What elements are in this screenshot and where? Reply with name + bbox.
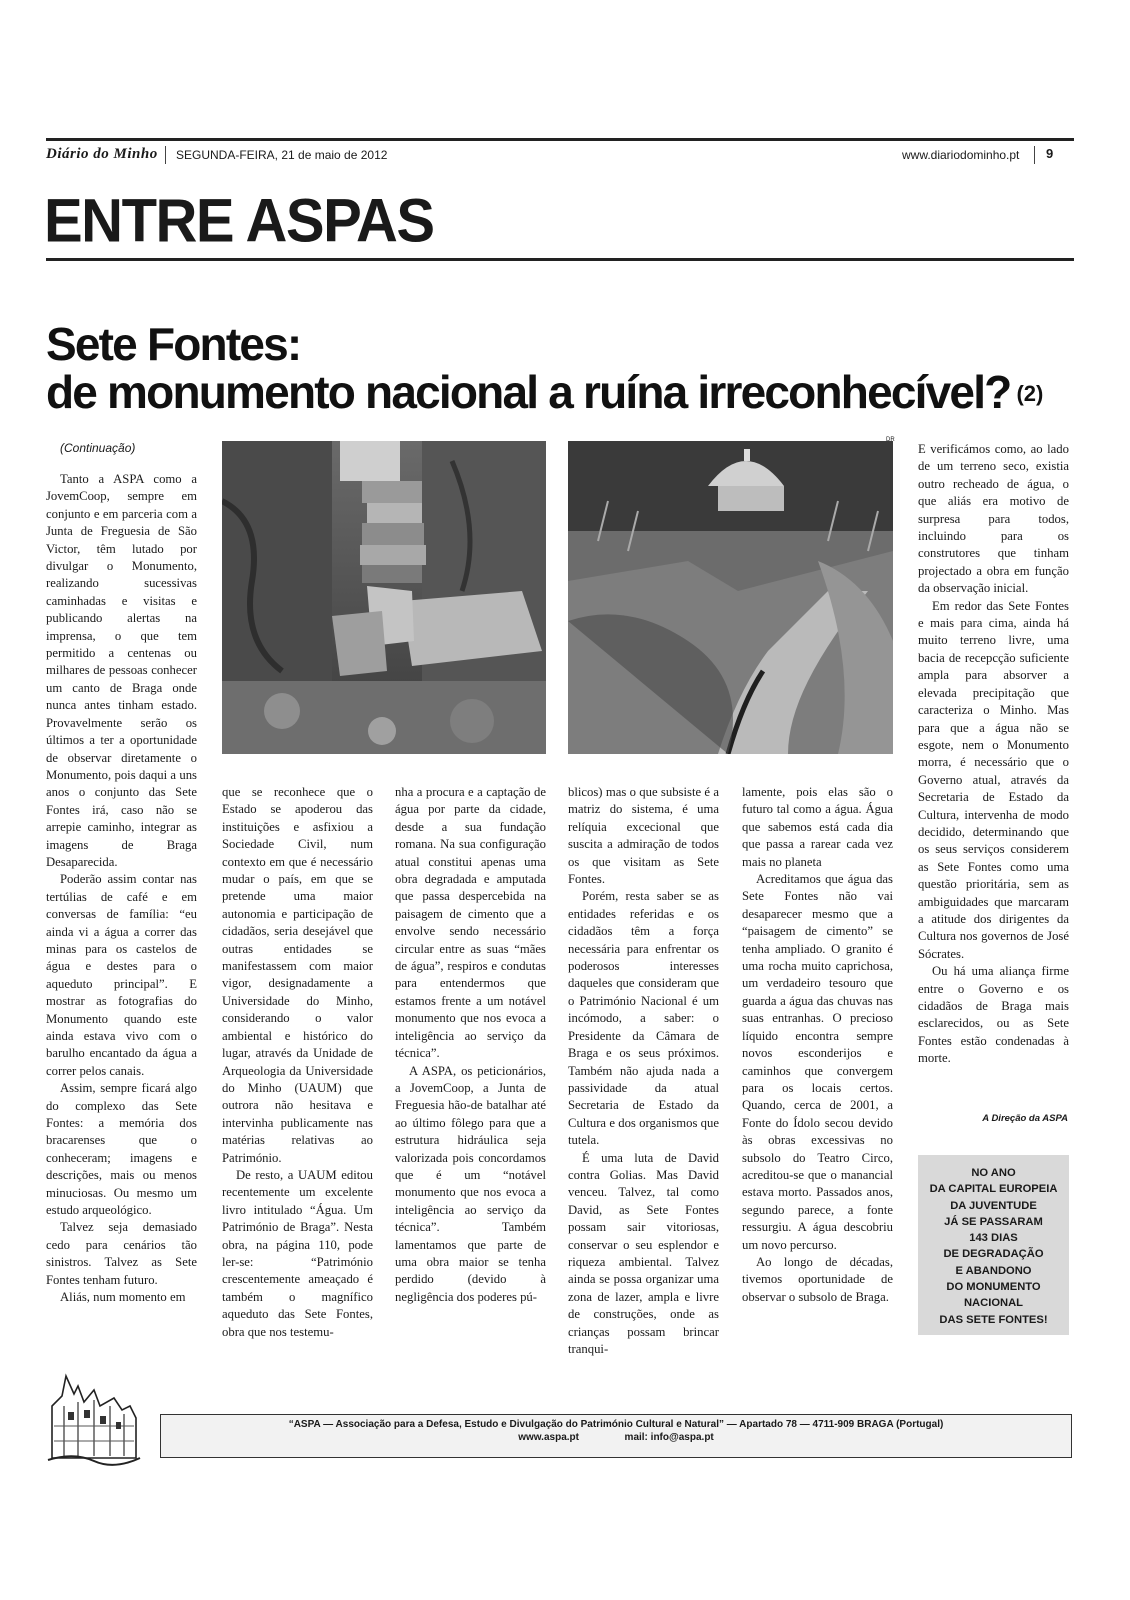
paragraph: Poderão assim contar nas tertúlias de café e em conversas de família: “eu ainda vi a água a correr das minas para os castelos de água e destes para o aqueduto principal”. E mostrar as fotografias do Monumento quando este ainda estava vivo com o barulho encantado da água a correr pelos canais. bbox=[46, 872, 197, 1078]
article-column-2 bbox=[222, 784, 373, 1341]
paragraph: Ao longo de décadas, tivemos oportunidade de observar o subsolo de Braga. bbox=[742, 1254, 893, 1304]
callout-line: NACIONAL bbox=[963, 1297, 1024, 1310]
aspa-logo bbox=[44, 1366, 144, 1466]
photo-water-channel bbox=[568, 441, 893, 754]
callout-line: E ABANDONO bbox=[955, 1264, 1032, 1277]
photo-credit: DR bbox=[886, 437, 895, 443]
paragraph: Talvez seja demasiado cedo para cenários tão sinistros. Talvez as Sete Fontes tenham futuro. bbox=[46, 1220, 197, 1287]
article-column-6 bbox=[918, 441, 1069, 1068]
article-column-5 bbox=[742, 784, 893, 1306]
callout-line: DAS SETE FONTES! bbox=[939, 1313, 1048, 1326]
paragraph: Em redor das Sete Fontes e mais para cima, ainda há muito terreno livre, uma bacia de recepcção suficiente ampla para absorver a elevada precipitação que caracteriza o Minho. Mas para que a água não se esgote, nem o Monumento morra, é necessário que o Governo atual, através da Secretaria de Estado da Cultura, intervenha de modo decidido, determinando que os seus serviços considerem as Sete Fontes como uma questão prioritária, sem as ambiguidades que marcaram a atitude dos dirigentes da Cultura nos governos de José Sócrates. bbox=[918, 598, 1069, 961]
paragraph: Aliás, num momento em bbox=[60, 1290, 186, 1305]
footer-association-line: “ASPA — Associação para a Defesa, Estudo e Divulgação do Património Cultural e Natural” — Apartado 78 — 4711-909 BRAGA (Portugal) bbox=[288, 1419, 944, 1430]
footer-mail-link[interactable]: mail: info@aspa.pt bbox=[624, 1432, 714, 1443]
header-divider bbox=[165, 146, 166, 164]
article-column-1 bbox=[46, 471, 197, 1307]
headline-line-2: de monumento nacional a ruína irreconhecível? bbox=[46, 366, 1011, 418]
paragraph: blicos) mas o que subsiste é a matriz do sistema, é uma relíquia excecional que suscita a admiração de todos os que visitam as Sete Fontes. bbox=[568, 785, 719, 887]
callout-line: 143 DIAS bbox=[969, 1232, 1018, 1245]
paragraph: Tanto a ASPA como a JovemCoop, sempre em conjunto e em parceria com a Junta de Freguesia de São Victor, têm lutado por divulgar o Monumento, realizando sucessivas caminhadas e visitas e publicando alertas na imprensa, o que tem permitido a centenas ou milhares de pessoas conhecer um canto de Braga onde nunca antes tinham estado. Provavelmente serão os últimos a ter a oportunidade de observar diretamente o Monumento, pois daqui a uns anos o conjunto das Sete Fontes irá, caso não se arrepie caminho, integrar as imagens de Braga Desaparecida. bbox=[46, 472, 197, 869]
paragraph: E verificámos como, ao lado de um terreno seco, existia outro recheado de água, o que aliás era motivo de surpresa para todos, incluindo para os construtores que tinham projectado a obra em função da observação inicial. bbox=[918, 442, 1069, 596]
paragraph: É uma luta de David contra Golias. Mas David venceu. Talvez, tal como David, as Sete Fontes possam sair vitoriosas, conservar o seu esplendor e riqueza ambiental. Talvez ainda se possa organizar uma zona de lazer, ampla e livre de construções, onde as crianças possam brincar tranqui- bbox=[568, 1150, 719, 1356]
callout-box bbox=[918, 1155, 1069, 1335]
footer-contacts bbox=[161, 1431, 1071, 1444]
callout-line: DO MONUMENTO bbox=[946, 1281, 1041, 1294]
newspaper-url[interactable]: www.diariodominho.pt bbox=[902, 148, 1020, 162]
page-number: 9 bbox=[1046, 146, 1054, 161]
paragraph: que se reconhece que o Estado se apoderou das instituições e asfixiou a Sociedade Civil, num contexto em que é necessário mudar o país, em que se pretende uma maior autonomia e participação de cidadãos, seria desejável que outras entidades se manifestassem com maior vigor, designadamente a Universidade do Minho, considerando o valor ambiental e histórico do lugar, através da Unidade de Arqueologia da Universidade do Minho (UAUM) que outrora não hesitava e intervinha publicamente nas matérias relativas ao Património. bbox=[222, 785, 373, 1165]
paragraph: Ou há uma aliança firme entre o Governo e os cidadãos de Braga mais esclarecidos, ou as Sete Fontes estão condenadas à morte. bbox=[918, 964, 1069, 1066]
section-rule bbox=[46, 258, 1074, 261]
paragraph: Assim, sempre ficará algo do complexo das Sete Fontes: a memória dos bracarenses que o conheceram; imagens e descrições, mais ou menos minuciosas. Ou mesmo um estudo arqueológico. bbox=[46, 1081, 197, 1218]
footer-website-link[interactable]: www.aspa.pt bbox=[518, 1432, 579, 1443]
continuation-note: (Continuação) bbox=[60, 441, 136, 455]
callout-line: JÁ SE PASSARAM bbox=[944, 1215, 1043, 1228]
callout-line: NO ANO bbox=[971, 1167, 1016, 1179]
paragraph: Porém, resta saber se as entidades referidas e os cidadãos têm a força necessária para enfrentar os poderosos interesses daqueles que consideram que o Património Nacional é um incómodo, a saber: o Presidente da Câmara de Braga e os seus próximos. Também não ajuda nada a passividade da atual Secretaria de Estado da Cultura e dos organismos que tutela. bbox=[568, 889, 719, 1148]
header-divider bbox=[1034, 146, 1035, 164]
paragraph: A ASPA, os peticionários, a JovemCoop, a Junta de Freguesia hão-de batalhar até ao último fôlego para que a estrutura hidráulica seja valorizada pois concordamos que é um “notável monumento que nos evoca a inteligência ao serviço da técnica”. Também lamentamos que parte de uma obra maior se tenha perdido (devido à negligência dos poderes pú- bbox=[395, 1063, 546, 1304]
footer-box bbox=[160, 1414, 1072, 1458]
paragraph: nha a procura e a captação de água por parte da cidade, desde a sua fundação romana. Na sua configuração atual constitui apenas uma obra degradada e amputada que passa despercebida na paisagem de cimento que a envolve sendo necessário circular entre as suas “mães de água”, respiros e condutas para entendermos que estamos frente a um notável monumento que nos evoca a inteligência ao serviço da técnica”. bbox=[395, 785, 546, 1061]
headline-part-note: (2) bbox=[1016, 381, 1044, 406]
paragraph: Acreditamos que água das Sete Fontes não vai desaparecer mesmo que a “paisagem de cimento” se tenha ampliado. O granito é uma rocha muito caprichosa, um verdadeiro tesouro que guarda a água das chuvas nas suas entranhas. O precioso líquido encontra sempre novos esconderijos e caminhos que convergem para os locais certos. Quando, cerca de 2001, a Fonte do Ídolo secou devido às obras excessivas no subsolo do Teatro Circo, acreditou-se que o manancial estava morto. Passados anos, segundo parece, a fonte ressurgiu. A água descobriu um novo percurso. bbox=[742, 872, 893, 1252]
paragraph: De resto, a UAUM editou recentemente um excelente livro intitulado “Água. Um Património de Braga”. Nesta obra, na página 110, pode ler-se: “Património crescentemente ameaçado é também o magnífico aqueduto das Sete Fontes, obra que nos testemu- bbox=[222, 1167, 373, 1339]
photo-stone-ruins bbox=[222, 441, 546, 754]
article-headline bbox=[46, 320, 1086, 416]
article-column-4 bbox=[568, 784, 719, 1358]
photo-water-channel-image bbox=[568, 441, 893, 754]
callout-line: DA CAPITAL EUROPEIA bbox=[929, 1183, 1058, 1196]
header-rule bbox=[46, 138, 1074, 141]
headline-line-1: Sete Fontes: bbox=[46, 318, 301, 370]
article-signature: A Direção da ASPA bbox=[982, 1113, 1068, 1124]
masthead-logo: Diário do Minho bbox=[46, 146, 158, 162]
section-title: ENTRE ASPAS bbox=[44, 187, 434, 256]
photo-stone-ruins-image bbox=[222, 441, 546, 754]
callout-line: DA JUVENTUDE bbox=[950, 1199, 1037, 1212]
paragraph: lamente, pois elas são o futuro tal como a água. Água que sabemos está cada dia que passa a rarear cada vez mais no planeta bbox=[742, 785, 893, 869]
issue-date: SEGUNDA-FEIRA, 21 de maio de 2012 bbox=[176, 148, 388, 162]
aspa-logo-icon bbox=[44, 1366, 144, 1466]
article-column-3 bbox=[395, 784, 546, 1306]
callout-line: DE DEGRADAÇÃO bbox=[943, 1248, 1044, 1261]
